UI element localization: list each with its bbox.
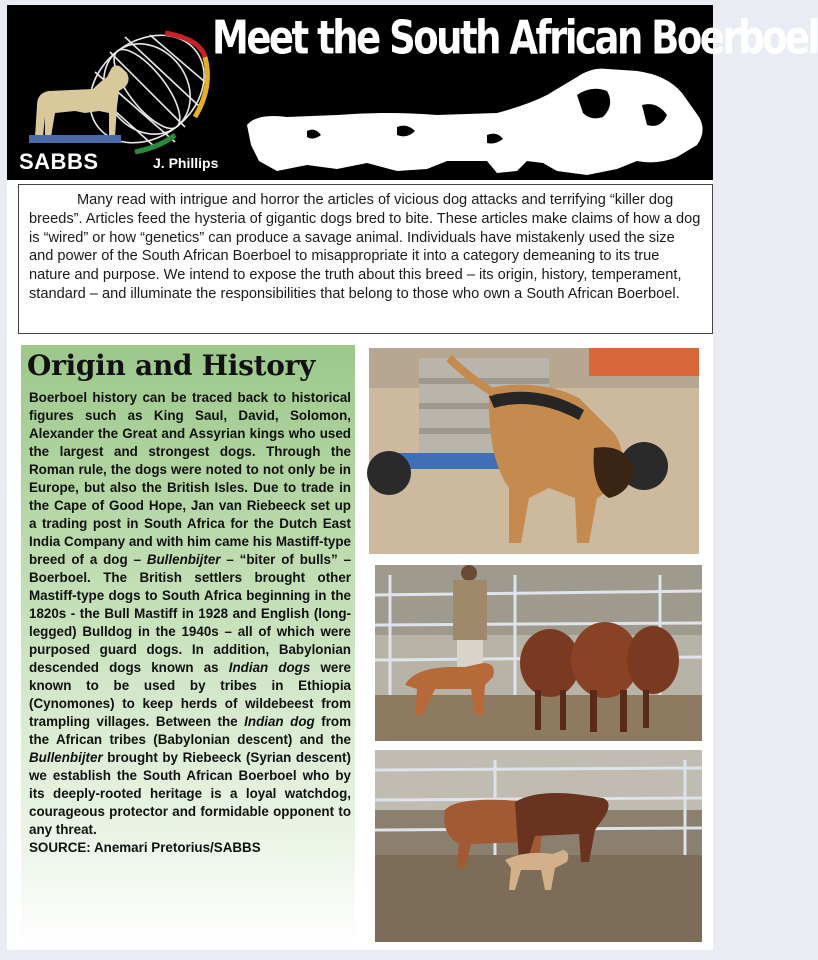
origin-history-panel [21,345,355,945]
photo-dog-pulling-cart [369,348,699,554]
history-text-part: – “biter of bulls” – Boerboel. The British settlers brought other Mastiff-type dogs to South Africa beginning in the 1820s - the Bull Mastiff in 1928 and English (long-legged) Bulldog in the 1940s – all of which were purposed guard dogs. In addition, Babylonian descended dogs known as [29,552,351,675]
logo-text: SABBS [19,149,99,174]
history-text-part: brought by Riebeeck (Syrian descent) we establish the South African Boerboel who by its deeply-rooted heritage is a loyal watchdog, courageous protector and formidable opponent to any threat. [29,750,351,837]
page-title: Meet the South African Boerboel [212,11,818,65]
photo-dog-herding-cattle [375,565,702,741]
sabbs-logo [15,27,215,157]
intro-box [18,184,713,334]
history-text-part: Boerboel history can be traced back to historical figures such as King Saul, David, Solomon, Alexander the Great and Assyrian kings who used the largest and strongest dogs. Through the Roman rule, the dogs were noted to not only be in Europe, but also the British Isles. Due to trade in the Cape of Good Hope, Jan van Riebeeck set up a trading post in South Africa for the Dutch East India Company and with him came his Mastiff-type breed of a dog – [29,390,351,567]
header-banner [7,5,818,180]
term-indian-dog: Indian dog [244,714,315,729]
page [7,5,818,950]
history-text-part: from the African tribes (Babylonian descent) and the [29,714,351,747]
author-credit: J. Phillips [153,155,219,171]
dog-silhouette-graphic [247,65,713,180]
section-heading: Origin and History [27,349,316,382]
intro-text: Many read with intrigue and horror the articles of vicious dog attacks and terrifying “killer dog breeds”. Articles feed the hysteria of gigantic dogs bred to bite. These articles make claims of how a dog is “wired” or how “genetics” can produce a savage animal. Individuals have mistakenly used the size and power of the South African Boerboel to misappropriate it into a category demeaning to its true nature and purpose. We intend to expose the truth about this breed – its origin, history, temperament, standard – and illuminate the responsibilities that belong to those who own a South African Boerboel. [29,192,701,302]
term-bullenbijter: Bullenbijter [146,552,221,567]
source-credit: SOURCE: Anemari Pretorius/SABBS [29,840,261,855]
term-indian-dogs: Indian dogs [228,660,311,675]
term-bullenbijter: Bullenbijter [29,750,103,765]
photo-cattle-arena [375,750,702,942]
history-text-part: were known to be used by tribes in Ethiopia (Cynomones) to keep herds of wildebeest from trampling villages. Between the [29,660,351,729]
history-text [29,389,351,857]
